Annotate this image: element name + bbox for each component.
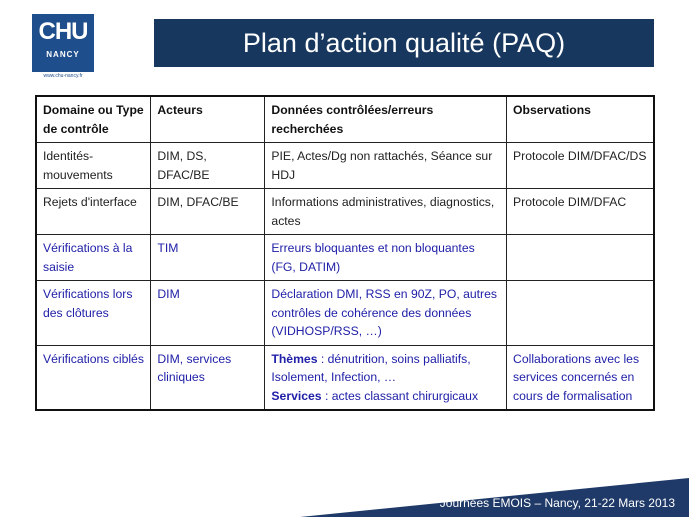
cell-data: Erreurs bloquantes et non bloquantes (FG, DATIM) [265,235,507,281]
cell-observations [507,235,654,281]
cell-domain: Rejets d'interface [36,189,151,235]
cell-observations: Collaborations avec les services concernés en cours de formalisation [507,345,654,410]
cell-data: Informations administratives, diagnostics, actes [265,189,507,235]
logo-city: NANCY [46,50,80,59]
cell-domain: Vérifications à la saisie [36,235,151,281]
logo-url: www.chu-nancy.fr [43,73,83,79]
services-line [271,387,500,406]
cell-data: PIE, Actes/Dg non rattachés, Séance sur HDJ [265,143,507,189]
cell-actors: DIM, DS, DFAC/BE [151,143,265,189]
cell-domain: Vérifications ciblés [36,345,151,410]
table-row [36,189,654,235]
title-bar [154,19,654,67]
services-text: : actes classant chirurgicaux [321,388,479,403]
footer-text: Journées EMOIS – Nancy, 21-22 Mars 2013 [439,496,675,510]
header-domain: Domaine ou Type de contrôle [36,96,151,143]
header-actors: Acteurs [151,96,265,143]
cell-observations: Protocole DIM/DFAC/DS [507,143,654,189]
paq-table [35,95,655,411]
table-row [36,143,654,189]
cell-actors: DIM, DFAC/BE [151,189,265,235]
cell-observations [507,281,654,346]
logo-box [32,14,94,72]
table-header-row [36,96,654,143]
header-data: Données contrôlées/erreurs recherchées [265,96,507,143]
cell-domain: Vérifications lors des clôtures [36,281,151,346]
cell-actors: DIM, services cliniques [151,345,265,410]
cell-data: Déclaration DMI, RSS en 90Z, PO, autres contrôles de cohérence des données (VIDHOSP/RSS, …) [265,281,507,346]
header-observations: Observations [507,96,654,143]
services-label: Services [271,388,322,403]
cell-observations: Protocole DIM/DFAC [507,189,654,235]
footer-band [0,470,689,517]
table-row [36,281,654,346]
themes-text: : dénutrition, soins palliatifs, Isolement, Infection, … [271,351,471,384]
cell-data [265,345,507,410]
cell-domain: Identités-mouvements [36,143,151,189]
page-title: Plan d’action qualité (PAQ) [242,27,566,58]
table-row [36,345,654,410]
table-row [36,235,654,281]
themes-line [271,350,500,387]
cell-actors: TIM [151,235,265,281]
logo-brand: CHU [38,18,88,45]
themes-label: Thèmes [271,351,318,366]
cell-actors: DIM [151,281,265,346]
chu-nancy-logo [32,14,94,80]
